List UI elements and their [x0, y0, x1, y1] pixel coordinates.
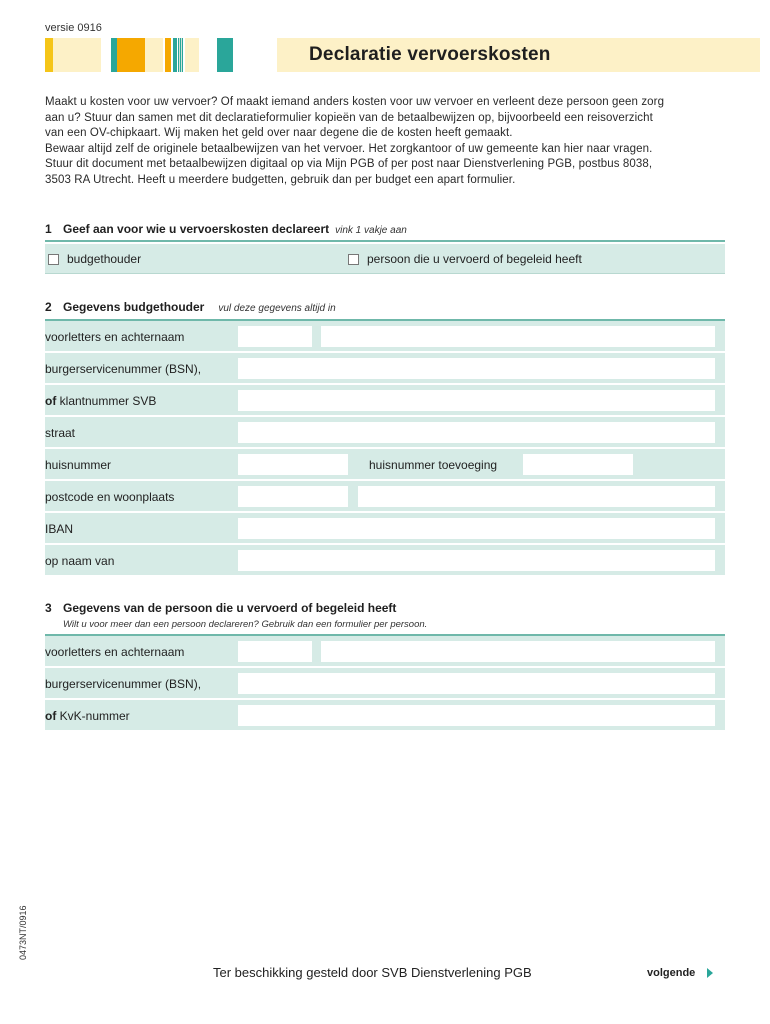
bsn-input[interactable]: [238, 358, 715, 379]
label-iban: IBAN: [45, 522, 74, 536]
form-code: 0473NT/0916: [18, 905, 28, 960]
section-number: 3: [45, 601, 52, 615]
stripe-11: [217, 38, 233, 72]
intro-line: Bewaar altijd zelf de originele betaalbewijzen van het vervoer. Het zorgkantoor of uw gemeente kan hier naar vragen.: [45, 142, 653, 155]
section-2-title: [45, 300, 336, 314]
intro-line: aan u? Stuur dan samen met dit declaratieformulier kopieën van de betaalbewijzen op, bijvoorbeeld een reisoverzicht: [45, 111, 653, 124]
row-person-name: [45, 636, 725, 667]
row-person-kvk: [45, 700, 725, 731]
row-huisnummer: [45, 449, 725, 480]
section-heading: Gegevens budgethouder: [63, 300, 205, 314]
section-number: 2: [45, 300, 52, 314]
row-iban: [45, 513, 725, 544]
section-hint: vink 1 vakje aan: [335, 225, 407, 236]
of-word: of: [45, 394, 57, 408]
row-klantnummer: [45, 385, 725, 416]
kvk-text: KvK-nummer: [56, 709, 130, 723]
label-name: voorletters en achternaam: [45, 330, 185, 344]
stripe-5: [117, 38, 145, 72]
intro-line: van een OV-chipkaart. Wij maken het geld over naar degene die de kosten heeft gemaakt.: [45, 127, 513, 140]
section-3-hint: Wilt u voor meer dan een persoon declareren? Gebruik dan een formulier per persoon.: [63, 619, 428, 630]
iban-input[interactable]: [238, 518, 715, 539]
stripe-1: [45, 38, 53, 72]
person-initials-input[interactable]: [238, 641, 312, 662]
postcode-input[interactable]: [238, 486, 348, 507]
row-name: [45, 321, 725, 352]
header-band: [45, 38, 725, 72]
row-bsn: [45, 353, 725, 384]
initials-input[interactable]: [238, 326, 312, 347]
stripe-6: [145, 38, 163, 72]
row-op-naam: [45, 545, 725, 576]
straat-input[interactable]: [238, 422, 715, 443]
klantnummer-input[interactable]: [238, 390, 715, 411]
checkbox-begeleider[interactable]: [348, 254, 359, 265]
label-postcode: postcode en woonplaats: [45, 490, 175, 504]
label-toevoeging: huisnummer toevoeging: [369, 458, 498, 472]
stripe-8: [173, 38, 177, 72]
kvk-input[interactable]: [238, 705, 715, 726]
checkbox-budgethouder[interactable]: [48, 254, 59, 265]
next-label: volgende: [647, 967, 696, 979]
stripe-2: [53, 38, 75, 72]
title-box: [277, 38, 760, 72]
option-label: budgethouder: [67, 252, 142, 266]
section-heading: Geef aan voor wie u vervoerskosten declareert: [63, 222, 330, 236]
label-person-kvk: [45, 709, 130, 723]
row-person-bsn: [45, 668, 725, 699]
stripe-7: [165, 38, 171, 72]
label-person-bsn: burgerservicenummer (BSN),: [45, 677, 202, 691]
label-person-name: voorletters en achternaam: [45, 645, 185, 659]
section-hint: vul deze gegevens altijd in: [218, 303, 336, 314]
of-word: of: [45, 709, 57, 723]
intro-line: Maakt u kosten voor uw vervoer? Of maakt iemand anders kosten voor uw vervoer en verleent deze persoon geen zorg: [45, 96, 665, 108]
stripe-9: [178, 38, 183, 72]
intro-line: Stuur dit document met betaalbewijzen digitaal op via Mijn PGB of per post naar Dienstverlening PGB, postbus 8038,: [45, 158, 653, 171]
label-straat: straat: [45, 426, 76, 440]
section-1-divider: [45, 240, 725, 242]
section-1-options: [45, 244, 725, 274]
label-klantnummer: [45, 394, 156, 408]
toevoeging-input[interactable]: [523, 454, 633, 475]
stripe-10: [185, 38, 199, 72]
intro-text: [45, 95, 725, 189]
page-title: Declaratie vervoerskosten: [309, 44, 551, 65]
section-3-title: [45, 601, 396, 615]
option-label: persoon die u vervoerd of begeleid heeft: [367, 252, 582, 266]
stripe-3: [75, 38, 101, 72]
option-budgethouder[interactable]: [48, 252, 141, 266]
footer-text: Ter beschikking gesteld door SVB Dienstverlening PGB: [213, 965, 532, 980]
section-number: 1: [45, 222, 52, 236]
klantnummer-text: klantnummer SVB: [56, 394, 157, 408]
section-1-title: [45, 222, 407, 236]
option-begeleider[interactable]: [348, 252, 582, 266]
section-heading: Gegevens van de persoon die u vervoerd of begeleid heeft: [63, 601, 397, 615]
intro-line: 3503 RA Utrecht. Heeft u meerdere budgetten, gebruik dan per budget een apart formulier.: [45, 173, 516, 186]
arrow-right-icon: [707, 968, 713, 978]
label-huisnummer: huisnummer: [45, 458, 112, 472]
version-label: versie 0916: [45, 22, 102, 34]
label-op-naam: op naam van: [45, 554, 115, 568]
label-bsn: burgerservicenummer (BSN),: [45, 362, 202, 376]
person-surname-input[interactable]: [321, 641, 715, 662]
surname-input[interactable]: [321, 326, 715, 347]
row-straat: [45, 417, 725, 448]
woonplaats-input[interactable]: [358, 486, 715, 507]
row-postcode: [45, 481, 725, 512]
huisnummer-input[interactable]: [238, 454, 348, 475]
person-bsn-input[interactable]: [238, 673, 715, 694]
op-naam-input[interactable]: [238, 550, 715, 571]
next-link[interactable]: [647, 967, 713, 979]
